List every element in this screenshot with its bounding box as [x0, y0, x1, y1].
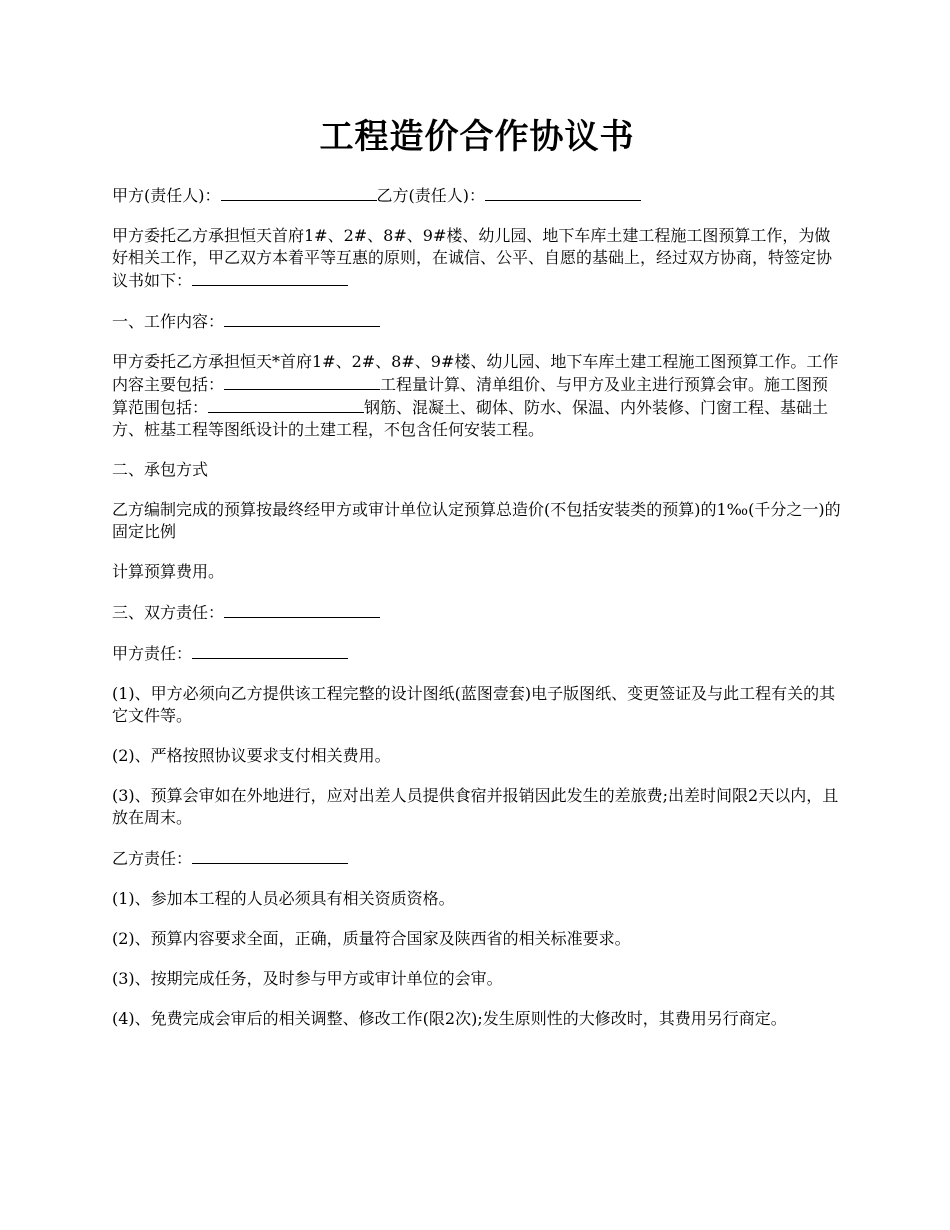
- paragraph: [112, 683, 842, 727]
- paragraph-text: 甲方(责任人)：: [112, 186, 221, 205]
- paragraph: [112, 968, 842, 990]
- paragraph-text: 二、承包方式: [112, 460, 209, 479]
- fill-in-blank-line: [224, 601, 380, 618]
- paragraph: [112, 745, 842, 767]
- document-title: 工程造价合作协议书: [319, 117, 635, 157]
- paragraph-text: (3)、按期完成任务，及时参与甲方或审计单位的会审。: [112, 969, 503, 988]
- paragraph-text: 计算预算费用。: [112, 562, 225, 581]
- paragraph-text: (3)、预算会审如在外地进行，应对出差人员提供食宿并报销因此发生的差旅费;出差时间限2天以内，且放在周末。: [112, 786, 839, 827]
- paragraph-text: 乙方(责任人)：: [376, 186, 485, 205]
- paragraph: [112, 225, 842, 292]
- paragraph: [112, 847, 842, 870]
- fill-in-blank-line: [224, 310, 380, 327]
- paragraph-text: 钢筋、混凝土、砌体、防水、保温、内外装修、门窗工程、基础土方、桩基工程等图纸设计的土建工程，不包含任何安装工程。: [112, 398, 829, 439]
- paragraph-text: 乙方责任：: [112, 849, 193, 868]
- paragraph-text: 甲方责任：: [112, 644, 193, 663]
- paragraph: [112, 785, 842, 829]
- fill-in-blank-line: [221, 184, 377, 201]
- paragraph: [112, 928, 842, 950]
- paragraph-text: 一、工作内容：: [112, 312, 225, 331]
- fill-in-blank-line: [192, 642, 348, 659]
- paragraph: [112, 459, 842, 481]
- paragraph-text: (2)、严格按照协议要求支付相关费用。: [112, 746, 391, 765]
- paragraph: [112, 888, 842, 910]
- paragraph-text: (1)、参加本工程的人员必须具有相关资质资格。: [112, 889, 455, 908]
- fill-in-blank-line: [485, 184, 641, 201]
- paragraph: [112, 184, 842, 207]
- paragraph: [112, 561, 842, 583]
- paragraph: [112, 351, 842, 441]
- paragraph-text: 甲方委托乙方承担恒天*首府1#、2#、8#、9#楼、幼儿园、地下车库土建工程施工图预算工作。工作内容主要包括：: [112, 352, 839, 394]
- paragraph: [112, 499, 842, 543]
- paragraph-text: 甲方委托乙方承担恒天首府1#、2#、8#、9#楼、幼儿园、地下车库土建工程施工图预算工作，为做好相关工作，甲乙双方本着平等互惠的原则，在诚信、公平、自愿的基础上，经过双方协商，特签定协议书如下：: [112, 226, 833, 290]
- document-body: [112, 184, 842, 1030]
- document-page: [112, 110, 842, 1048]
- paragraph-text: 三、双方责任：: [112, 603, 225, 622]
- paragraph-text: (2)、预算内容要求全面，正确，质量符合国家及陕西省的相关标准要求。: [112, 929, 631, 948]
- paragraph: [112, 601, 842, 624]
- paragraph-text: (1)、甲方必须向乙方提供该工程完整的设计图纸(蓝图壹套)电子版图纸、变更签证及与此工程有关的其它文件等。: [112, 684, 836, 725]
- paragraph-text: 工程量计算、清单组价、与甲方及业主进行预算会审。施工图预算范围包括：: [112, 375, 829, 417]
- paragraph-text: (4)、免费完成会审后的相关调整、修改工作(限2次);发生原则性的大修改时，其费用另行商定。: [112, 1009, 787, 1028]
- fill-in-blank-line: [192, 269, 348, 286]
- paragraph-text: 乙方编制完成的预算按最终经甲方或审计单位认定预算总造价(不包括安装类的预算)的1‰(千分之一)的固定比例: [112, 500, 841, 541]
- paragraph: [112, 310, 842, 333]
- paragraph: [112, 1008, 842, 1030]
- fill-in-blank-line: [192, 847, 348, 864]
- fill-in-blank-line: [208, 396, 364, 413]
- paragraph: [112, 642, 842, 665]
- fill-in-blank-line: [224, 373, 380, 390]
